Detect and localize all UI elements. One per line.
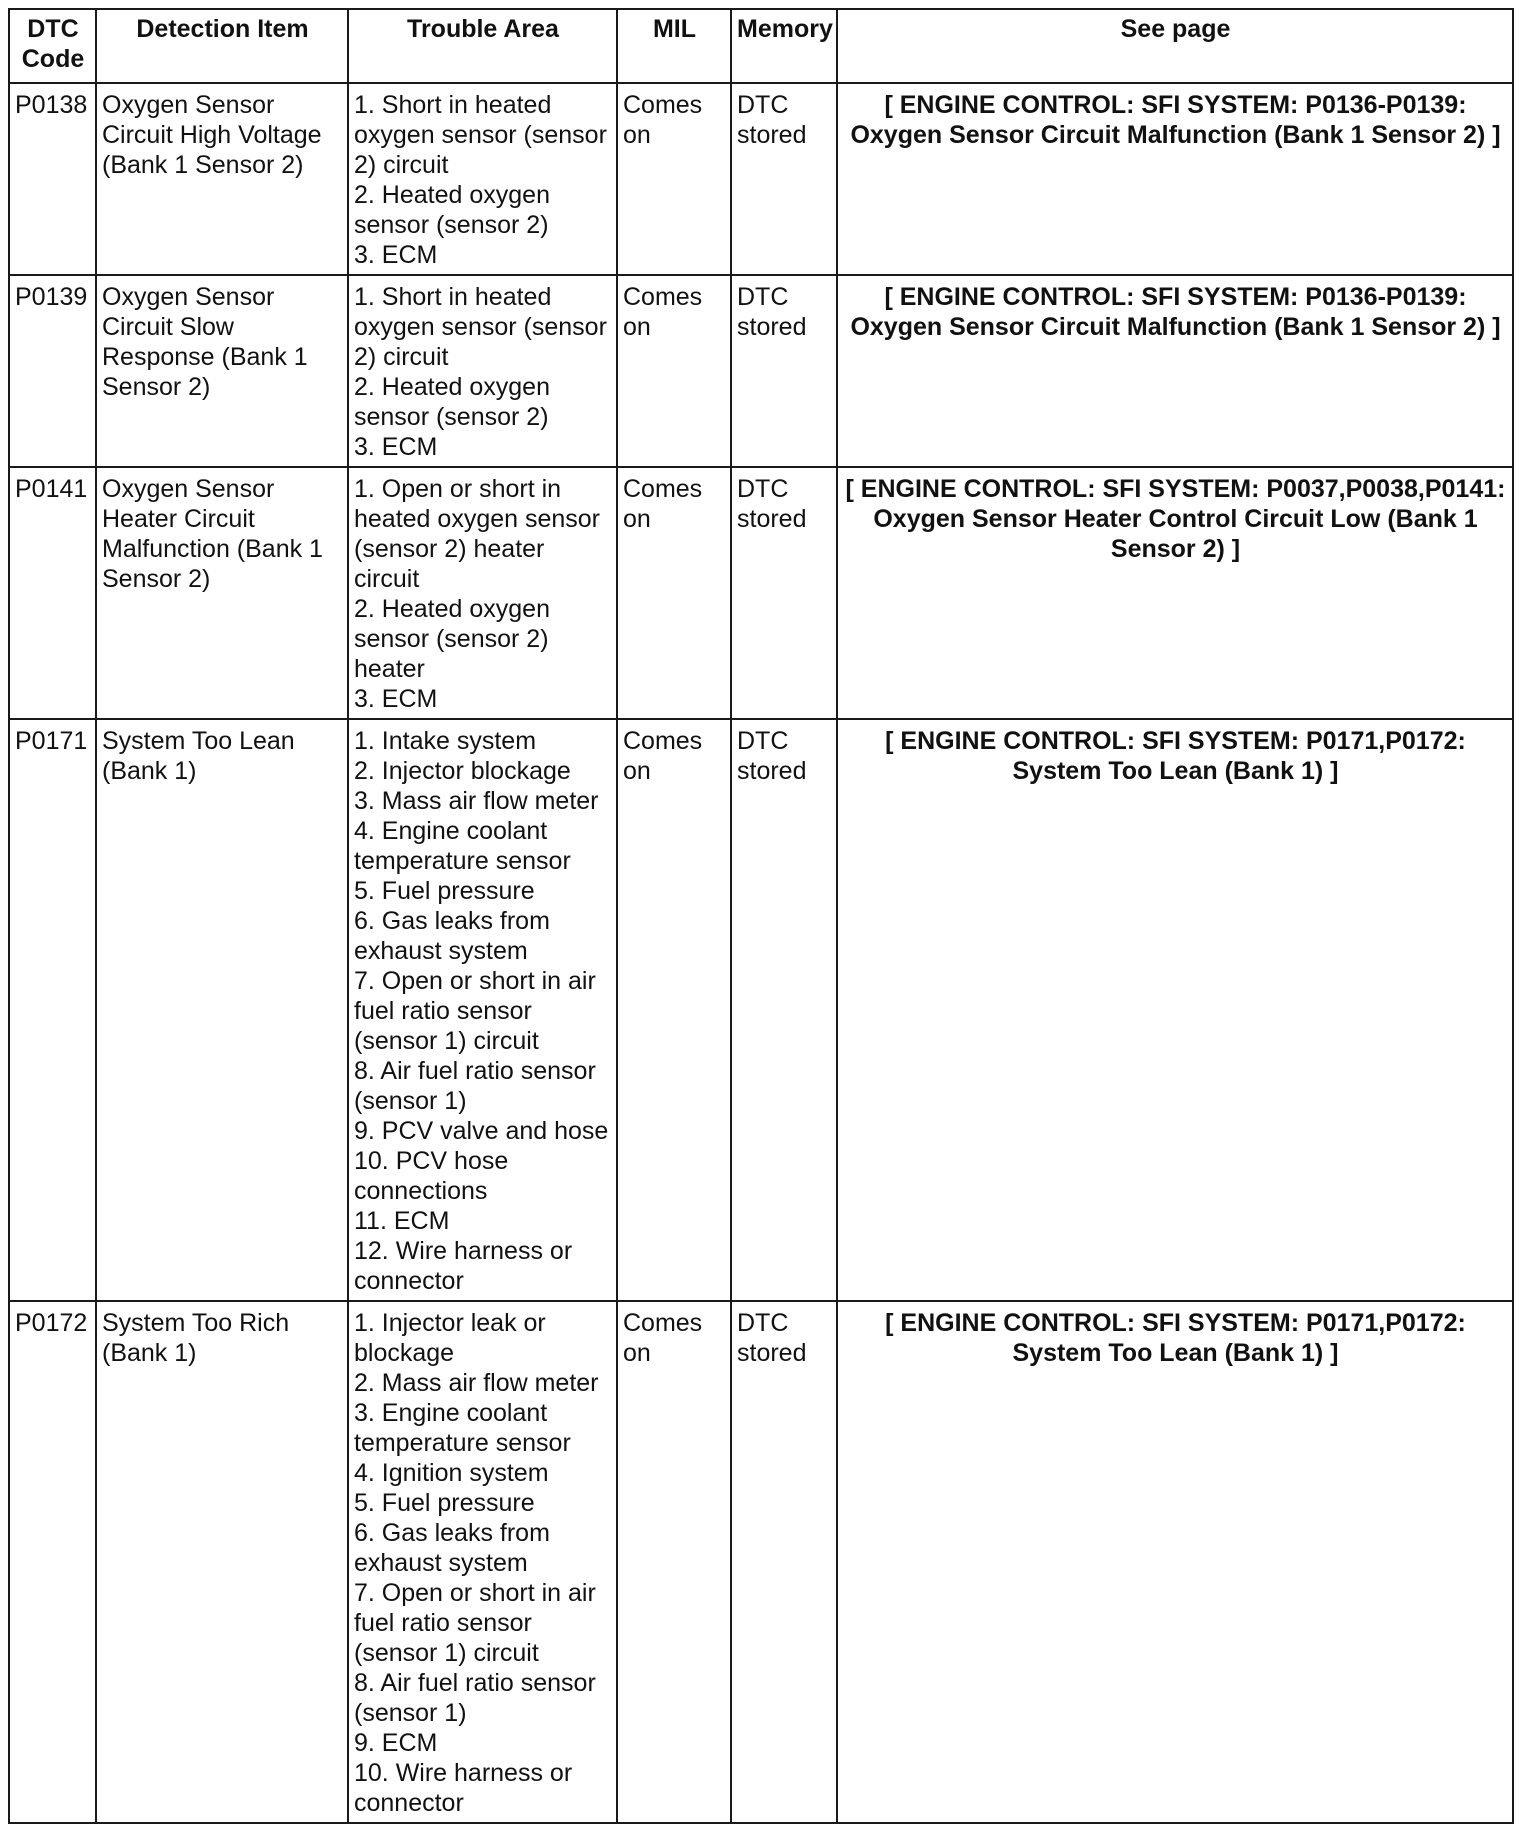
- trouble-area-item: 1. Open or short in heated oxygen sensor (sensor 2) heater circuit: [354, 475, 601, 593]
- trouble-area-item: 6. Gas leaks from exhaust system: [354, 907, 550, 965]
- table-row: [9, 83, 1513, 275]
- see-page-link[interactable]: [ ENGINE CONTROL: SFI SYSTEM: P0136-P0139: Oxygen Sensor Circuit Malfunction (Bank 1 Sensor 2) ]: [837, 275, 1513, 467]
- memory-cell: DTC stored: [731, 467, 837, 719]
- header-dtc-code: DTC Code: [9, 9, 96, 83]
- trouble-area-item: 8. Air fuel ratio sensor (sensor 1): [354, 1669, 596, 1727]
- table-header-row: [9, 9, 1513, 83]
- memory-cell: DTC stored: [731, 275, 837, 467]
- header-see-page: See page: [837, 9, 1513, 83]
- detection-item-cell: Oxygen Sensor Heater Circuit Malfunction (Bank 1 Sensor 2): [96, 467, 348, 719]
- trouble-area-item: 6. Gas leaks from exhaust system: [354, 1519, 550, 1577]
- mil-cell: Comes on: [617, 467, 731, 719]
- trouble-area-item: 1. Short in heated oxygen sensor (sensor 2) circuit: [354, 283, 607, 371]
- memory-cell: DTC stored: [731, 83, 837, 275]
- dtc-document: [8, 8, 1514, 1824]
- trouble-area-item: 10. Wire harness or connector: [354, 1759, 573, 1817]
- table-row: [9, 1301, 1513, 1823]
- mil-cell: Comes on: [617, 83, 731, 275]
- see-page-link[interactable]: [ ENGINE CONTROL: SFI SYSTEM: P0171,P0172: System Too Lean (Bank 1) ]: [837, 719, 1513, 1301]
- trouble-area-item: 3. ECM: [354, 241, 438, 269]
- mil-cell: Comes on: [617, 1301, 731, 1823]
- trouble-area-item: 5. Fuel pressure: [354, 877, 535, 905]
- memory-cell: DTC stored: [731, 1301, 837, 1823]
- detection-item-cell: Oxygen Sensor Circuit Slow Response (Bank 1 Sensor 2): [96, 275, 348, 467]
- trouble-area-item: 3. Mass air flow meter: [354, 787, 599, 815]
- dtc-code-cell: P0171: [9, 719, 96, 1301]
- detection-item-cell: System Too Lean (Bank 1): [96, 719, 348, 1301]
- trouble-area-item: 2. Heated oxygen sensor (sensor 2) heater: [354, 595, 550, 683]
- trouble-area-item: 4. Engine coolant temperature sensor: [354, 817, 571, 875]
- trouble-area-cell: [348, 467, 617, 719]
- trouble-area-item: 4. Ignition system: [354, 1459, 549, 1487]
- trouble-area-item: 1. Short in heated oxygen sensor (sensor 2) circuit: [354, 91, 607, 179]
- header-mil: MIL: [617, 9, 731, 83]
- trouble-area-item: 8. Air fuel ratio sensor (sensor 1): [354, 1057, 596, 1115]
- trouble-area-cell: [348, 1301, 617, 1823]
- trouble-area-item: 7. Open or short in air fuel ratio sensor (sensor 1) circuit: [354, 1579, 596, 1667]
- trouble-area-item: 7. Open or short in air fuel ratio sensor (sensor 1) circuit: [354, 967, 596, 1055]
- trouble-area-item: 1. Intake system: [354, 727, 537, 755]
- trouble-area-item: 2. Heated oxygen sensor (sensor 2): [354, 181, 550, 239]
- trouble-area-item: 3. ECM: [354, 685, 438, 713]
- see-page-link[interactable]: [ ENGINE CONTROL: SFI SYSTEM: P0037,P0038,P0141: Oxygen Sensor Heater Control Circuit Low (Bank 1 Sensor 2) ]: [837, 467, 1513, 719]
- mil-cell: Comes on: [617, 275, 731, 467]
- dtc-code-cell: P0141: [9, 467, 96, 719]
- trouble-area-cell: [348, 83, 617, 275]
- detection-item-cell: Oxygen Sensor Circuit High Voltage (Bank 1 Sensor 2): [96, 83, 348, 275]
- trouble-area-item: 2. Heated oxygen sensor (sensor 2): [354, 373, 550, 431]
- trouble-area-item: 12. Wire harness or connector: [354, 1237, 573, 1295]
- mil-cell: Comes on: [617, 719, 731, 1301]
- trouble-area-item: 9. ECM: [354, 1729, 438, 1757]
- detection-item-cell: System Too Rich (Bank 1): [96, 1301, 348, 1823]
- trouble-area-item: 3. ECM: [354, 433, 438, 461]
- dtc-code-cell: P0138: [9, 83, 96, 275]
- header-memory: Memory: [731, 9, 837, 83]
- trouble-area-item: 9. PCV valve and hose: [354, 1117, 609, 1145]
- trouble-area-cell: [348, 719, 617, 1301]
- trouble-area-cell: [348, 275, 617, 467]
- trouble-area-item: 2. Mass air flow meter: [354, 1369, 599, 1397]
- dtc-table: [8, 8, 1514, 1824]
- header-trouble-area: Trouble Area: [348, 9, 617, 83]
- table-row: [9, 467, 1513, 719]
- trouble-area-item: 5. Fuel pressure: [354, 1489, 535, 1517]
- trouble-area-item: 2. Injector blockage: [354, 757, 571, 785]
- dtc-code-cell: P0172: [9, 1301, 96, 1823]
- trouble-area-item: 10. PCV hose connections: [354, 1147, 509, 1205]
- see-page-link[interactable]: [ ENGINE CONTROL: SFI SYSTEM: P0171,P0172: System Too Lean (Bank 1) ]: [837, 1301, 1513, 1823]
- table-row: [9, 719, 1513, 1301]
- see-page-link[interactable]: [ ENGINE CONTROL: SFI SYSTEM: P0136-P0139: Oxygen Sensor Circuit Malfunction (Bank 1 Sensor 2) ]: [837, 83, 1513, 275]
- header-detection-item: Detection Item: [96, 9, 348, 83]
- trouble-area-item: 3. Engine coolant temperature sensor: [354, 1399, 571, 1457]
- table-row: [9, 275, 1513, 467]
- memory-cell: DTC stored: [731, 719, 837, 1301]
- trouble-area-item: 1. Injector leak or blockage: [354, 1309, 546, 1367]
- trouble-area-item: 11. ECM: [354, 1207, 450, 1235]
- dtc-code-cell: P0139: [9, 275, 96, 467]
